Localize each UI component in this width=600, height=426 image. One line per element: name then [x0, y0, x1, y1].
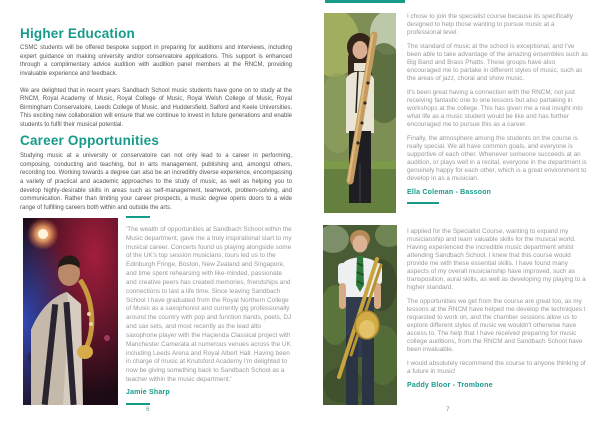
page-left: [20, 26, 135, 41]
divider-line: [325, 0, 405, 3]
saxophonist-stage-photo-art: [23, 218, 118, 405]
testimonial-quote: [126, 226, 293, 385]
paragraph: I would absolutely recommend the course to anyone thinking of a future in music!: [407, 360, 586, 375]
page-number-left: 6: [146, 406, 150, 413]
paragraph: Studying music at a university or conservatoire can not only lead to a career in performing, composing, conducting and teaching, but in arts management, publishing and, amongst others, recording too. Working towards a degree can also be an incredibly diverse experience, encompassing a variety of practical and academic approaches to the study of music, as well as helping you to develop highly-desirable skills in areas such as self-management, teamwork, problem-solving, and communication. Rather than limiting your career prospects, a music degree opens doors to a wide range of fulfilling careers both within and outside the arts.: [20, 153, 292, 211]
ella-photo: [324, 13, 396, 213]
paddy-photo: [323, 225, 397, 405]
quote-text: 'The wealth of opportunities at Sandbach School within the Music department, gave me a truly inspirational start to my musical career. Concerts found us playing alongside some of the UK's top session musicians; tours led us to the Edinburgh Fringe, Boston, New Zealand and Singapore, and time spent rehearsing with like-minded, passionate and creative peers has created memories, friendships and connections to last a life time. Since leaving Sandbach School I have graduated from the Royal Northern College of Music as a saxophonist and currently gig professionally around the country with pop and function bands, poets, DJ and sax sets, and most recently as the lead alto saxophone player with the Haçienda Classical project with Manchester Camerata at numerous venues across the UK including Leeds Arena and Royal Albert Hall. Having been in charge of music at Knutsford Academy I'm delighted to now be giving something back to Sandbach School as a teacher within the music department.': [126, 226, 292, 384]
bassoon-student-photo-art: [324, 13, 396, 213]
paragraph: We are delighted that in recent years Sandbach School music students have gone on to study at the RNCM, Royal Academy of Music, Royal College of Music, Royal Welsh College of Music, Royal Birmingham Conservatoire, Leeds College of Music, and Huddersfield, Salford and Keele Universities. This exciting new collaboration will ensure that we continue to invest in future generations and enable students to fulfil their musical potential.: [20, 87, 292, 128]
concert-photo: [23, 218, 118, 405]
paragraph: I chose to join the specialist course because its specifically designed to help those wanting to pursue music at a professional level.: [407, 13, 573, 36]
paragraph: CSMC students will be offered bespoke support in preparing for auditions and interviews, including expert guidance on making university and/or conservatoire applications. This support is enhanced through a complimentary advice audition with audition panel members at the RNCM, providing invaluable experience and feedback.: [20, 45, 292, 77]
quote-author: Jamie Sharp: [126, 388, 170, 396]
paragraph: I applied for the Specialist Course, wanting to expand my musicianship and learn valuable skills for the musical world. Having experienced the incredible music department whilst attending Sandbach School, I knew that this course would provide me with these essential skills. I have found many aspects of my overall musicianship have improved, such as transposition, aural skills, as well as developing my playing to a higher standard.: [407, 228, 586, 291]
profile-paddy-name: Paddy Bloor - Trombone: [407, 382, 493, 389]
divider-line: [407, 202, 439, 204]
profile-paddy-text: [407, 228, 588, 389]
divider-line: [126, 403, 150, 405]
paragraph: Finally, the atmosphere among the students on the course is really special. We all have common goals, and everyone is supportive of each other. Whenever someone succeeds at an audition, or plays well in a recital, everyone in the department is genuinely happy for each other, which is a great environment to develop in as a musician.: [407, 135, 587, 182]
profile-ella-text: [407, 13, 588, 204]
divider-line: [126, 216, 150, 218]
paragraph: It's been great having a connection with the RNCM, not just receiving fantastic one to one lessons but also partaking in workshops at the college. This has given me a real insight into what life as a music student would be like and has further encouraged me to pursue this as a career.: [407, 89, 583, 128]
paragraph: The opportunities we get from the course are great too, as my lessons at the RNCM have helped me develop the techniques I requested to work on, and the chamber sessions allow us to explore different styles of music we wouldn't otherwise have access to. The help that I have received preparing for music college auditions, from the RNCM and Sandbach School have been invaluable.: [407, 298, 586, 353]
higher-education-body: [20, 44, 292, 138]
paragraph: The standard of music at the school is exceptional, and I've been able to take advantage of the amazing ensembles such as Big Band and Brass Phatts. These groups have also encouraged me to partake in different styles of music, such as the areas of jazz, choral and show music.: [407, 43, 588, 82]
heading-career-opportunities: Career Opportunities: [20, 133, 160, 148]
heading-higher-education: Higher Education: [20, 26, 135, 41]
trombone-student-photo-art: [323, 225, 397, 405]
profile-ella-name: Ella Coleman - Bassoon: [407, 189, 492, 196]
career-opportunities-body: [20, 152, 292, 220]
heading-career-opportunities-wrap: [20, 133, 159, 148]
testimonial-jamie: [126, 216, 293, 405]
page-number-right: 7: [446, 406, 450, 413]
